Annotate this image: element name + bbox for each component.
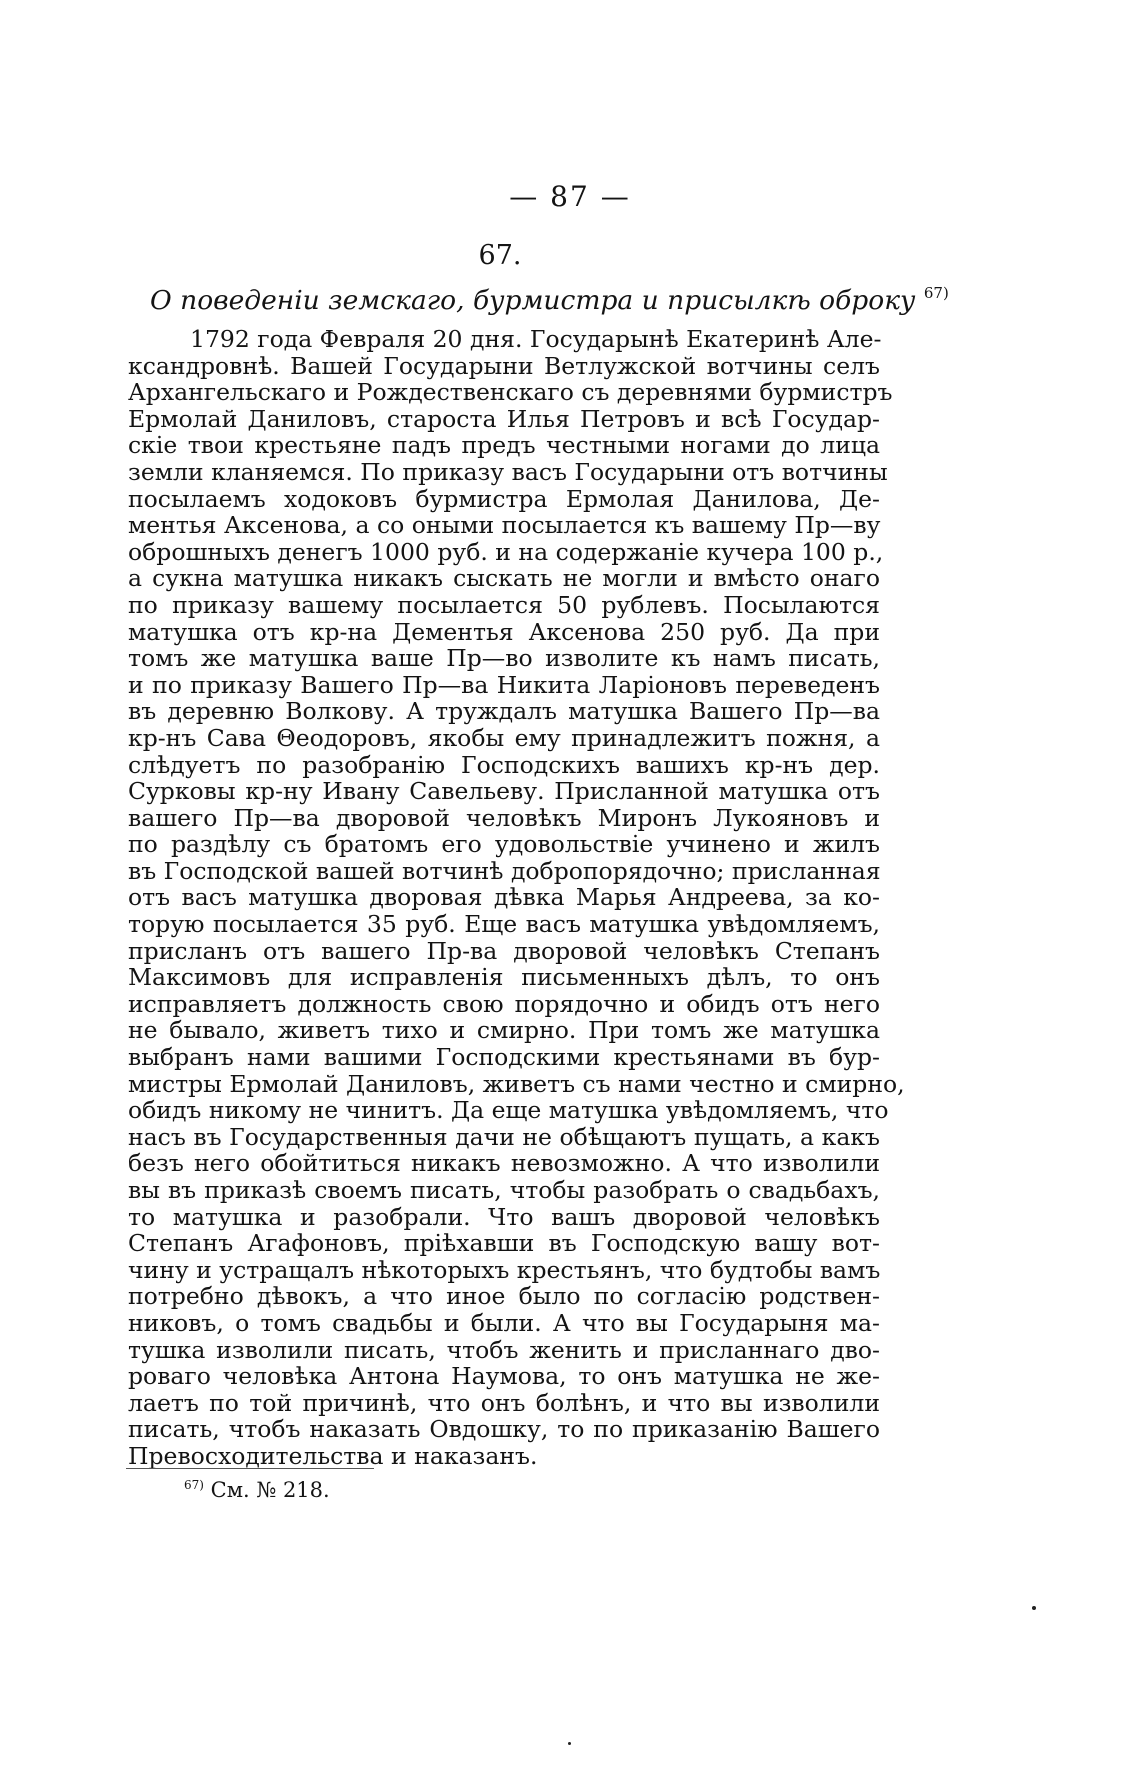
body-line: безъ него обойтиться никакъ невозможно. А что изволили <box>128 1149 880 1178</box>
body-line: выбранъ нами вашими Господскими крестьянами въ бур- <box>128 1043 880 1072</box>
body-line: ментья Аксенова, а со оными посылается къ вашему Пр—ву <box>128 511 881 540</box>
body-line: по раздѣлу съ братомъ его удовольствіе учинено и жилъ <box>128 830 880 859</box>
body-line: и по приказу Вашего Пр—ва Никита Ларіоновъ переведенъ <box>128 670 880 699</box>
footnote-text: См. № 218. <box>210 1478 330 1502</box>
body-line: лаетъ по той причинѣ, что онъ болѣнъ, и что вы изволили <box>128 1388 880 1417</box>
body-line: по приказу вашему посылается 50 рублевъ. Посылаются <box>128 590 880 619</box>
body-line: Архангельскаго и Рождественскаго съ деревнями бурмистръ <box>128 378 893 407</box>
body-line: въ деревню Волкову. А труждалъ матушка Вашего Пр—ва <box>128 697 880 726</box>
footnote-marker: 67) <box>184 1478 204 1492</box>
body-line: никовъ, о томъ свадьбы и были. А что вы Государыня ма- <box>128 1308 880 1337</box>
body-line: то матушка и разобрали. Что вашъ дворовой человѣкъ <box>128 1202 880 1231</box>
body-line: торую посылается 35 руб. Еще васъ матушка увѣдомляемъ, <box>128 910 880 939</box>
body-line: Сурковы кр-ну Ивану Савельеву. Присланной матушка отъ <box>128 777 880 806</box>
body-line: слѣдуетъ по разобранію Господскихъ вашихъ кр-нъ дер. <box>128 750 880 779</box>
body-line: присланъ отъ вашего Пр-ва дворовой человѣкъ Степанъ <box>128 936 880 965</box>
body-line: Ермолай Даниловъ, староста Илья Петровъ и всѣ Государ- <box>128 404 880 433</box>
page-number: — 87 — <box>509 180 631 213</box>
document-number: 67. <box>478 240 522 271</box>
body-line: насъ въ Государственныя дачи не обѣщаютъ пущать, а какъ <box>128 1122 880 1151</box>
body-line: тушка изволили писать, чтобъ женить и присланнаго дво- <box>128 1335 880 1364</box>
body-line: вашего Пр—ва дворовой человѣкъ Миронъ Лукояновъ и <box>128 803 880 832</box>
footnote <box>184 1478 330 1502</box>
body-line: Степанъ Агафоновъ, пріѣхавши въ Господскую вашу вот- <box>128 1229 880 1258</box>
body-line: потребно дѣвокъ, а что иное было по согласію родствен- <box>128 1282 880 1311</box>
body-line: кр-нъ Сава Θеодоровъ, якобы ему принадлежитъ пожня, а <box>128 723 880 752</box>
body-line: мистры Ермолай Даниловъ, живетъ съ нами честно и смирно, <box>128 1069 905 1098</box>
body-line: посылаемъ ходоковъ бурмистра Ермолая Данилова, Де- <box>128 484 880 513</box>
footnote-divider <box>126 1468 374 1469</box>
body-line: писать, чтобъ наказать Овдошку, то по приказанію Вашего <box>128 1415 880 1444</box>
body-line: въ Господской вашей вотчинѣ добропорядочно; присланная <box>128 856 881 885</box>
print-speck <box>568 1742 571 1745</box>
title-footnote-marker: 67) <box>923 284 949 302</box>
document-title-text: О поведеніи земскаго, бурмистра и присылкѣ оброку <box>150 285 916 316</box>
body-line: 1792 года Февраля 20 дня. Государынѣ Екатеринѣ Але- <box>190 325 882 353</box>
body-line: отъ васъ матушка дворовая дѣвка Марья Андреева, за ко- <box>128 883 880 912</box>
body-line: не бывало, живетъ тихо и смирно. При томъ же матушка <box>128 1016 880 1045</box>
document-title <box>150 284 949 316</box>
body-line: ксандровнѣ. Вашей Государыни Ветлужской вотчины селъ <box>128 351 880 380</box>
body-line: томъ же матушка ваше Пр—во изволите къ намъ писать, <box>128 644 880 673</box>
body-line: а сукна матушка никакъ сыскать не могли и вмѣсто онаго <box>128 564 880 593</box>
letter-body <box>128 325 905 1470</box>
body-line: Превосходительства и наказанъ. <box>128 1441 538 1470</box>
body-line: исправляетъ должность свою порядочно и обидъ отъ него <box>128 989 880 1018</box>
body-line: обидъ никому не чинитъ. Да еще матушка увѣдомляемъ, что <box>128 1096 889 1125</box>
print-speck <box>1032 1606 1036 1610</box>
body-line: вы въ приказѣ своемъ писать, чтобы разобрать о свадьбахъ, <box>128 1176 880 1204</box>
body-line: скіе твои крестьяне падъ предъ честными ногами до лица <box>128 431 880 460</box>
body-line: оброшныхъ денегъ 1000 руб. и на содержаніе кучера 100 р., <box>128 537 884 566</box>
body-line: роваго человѣка Антона Наумова, то онъ матушка не же- <box>128 1362 880 1391</box>
body-line: чину и устращалъ нѣкоторыхъ крестьянъ, что будтобы вамъ <box>128 1255 881 1284</box>
body-line: земли кланяемся. По приказу васъ Государыни отъ вотчины <box>128 457 888 486</box>
body-line: Максимовъ для исправленія письменныхъ дѣлъ, то онъ <box>128 963 880 992</box>
body-line: матушка отъ кр-на Дементья Аксенова 250 руб. Да при <box>128 617 880 646</box>
